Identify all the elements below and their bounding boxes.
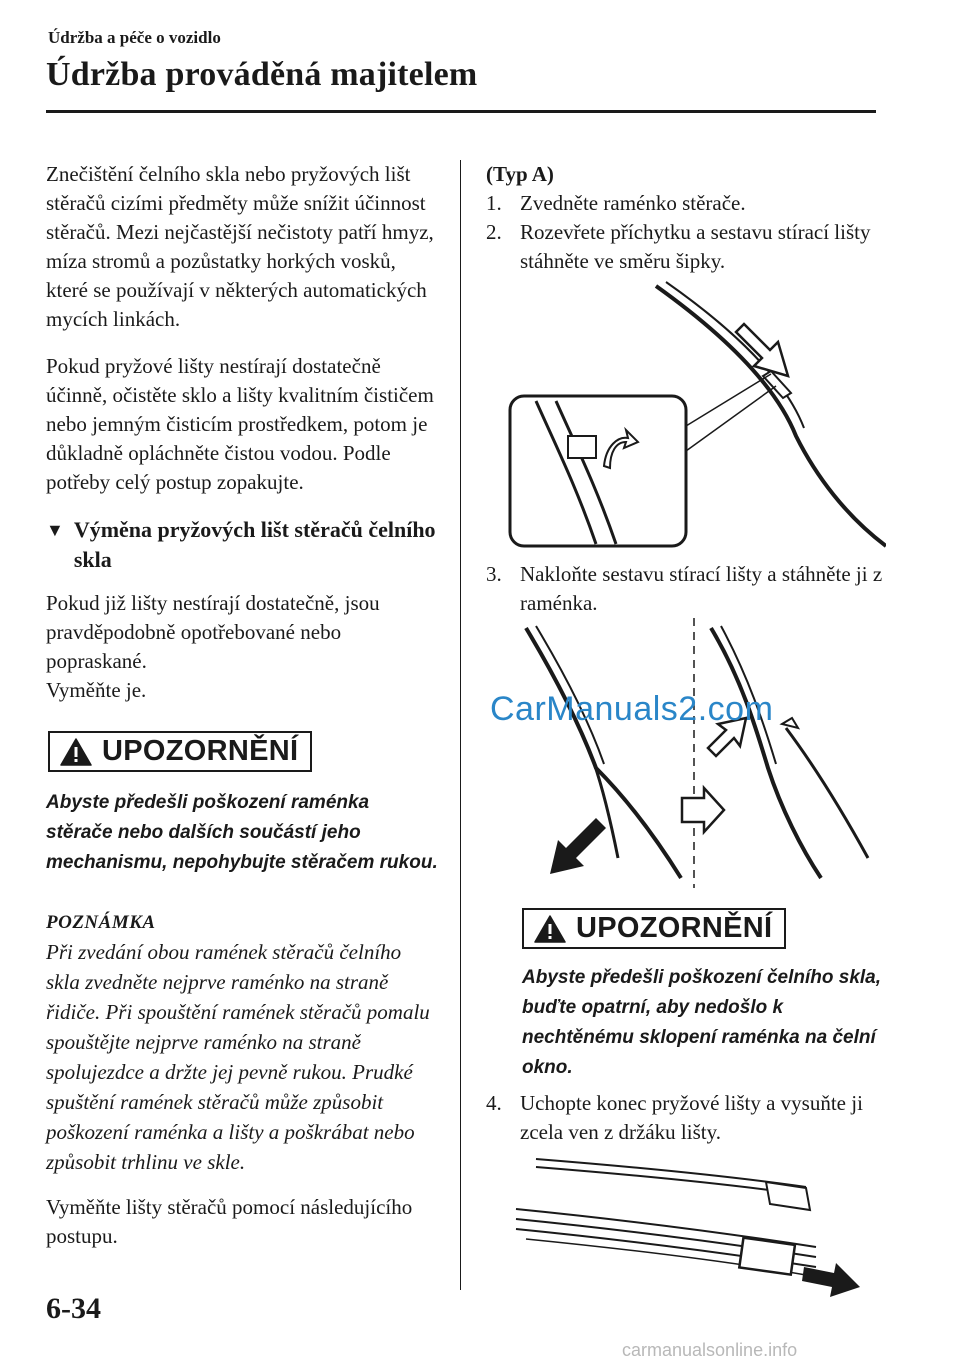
type-label: (Typ A) [486,162,554,186]
step-3: 3. Nakloňte sestavu stírací lišty a stáhněte ji z raménka. [486,562,883,615]
warning-triangle-icon [534,915,566,943]
triangle-marker-icon: ▼ [46,520,64,540]
figure-remove-blade [486,618,886,888]
paragraph-procedure: Vyměňte lišty stěračů pomocí následujícího postupu. [46,1195,413,1248]
step-1: 1. Zvedněte raménko stěrače. [486,191,746,215]
warning-box-2 [522,908,786,949]
warning-triangle-icon [60,738,92,766]
paragraph-worn: Pokud již lišty nestírají dostatečně, jsou pravděpodobně opotřebované nebo popraskané. [46,591,380,673]
paragraph-dirt: Znečištění čelního skla nebo pryžových lišt stěračů cizími předměty může snížit účinnost stěračů. Mezi nejčastější nečistoty patří hmyz, míza stromů a pozůstatky horkých vosků, které se používají v některých automatických mycích linkách. [46,162,434,331]
page-title: Údržba prováděná majitelem [46,56,478,93]
title-rule [46,110,876,113]
warning-box [48,731,312,772]
warning-text: Abyste předešli poškození raménka stěrače nebo dalších součástí jeho mechanismu, nepohybujte stěračem rukou. [46,792,438,873]
watermark: CarManuals2.com [490,690,774,728]
note-text: Při zvedání obou ramének stěračů čelního skla zvedněte nejprve raménko na straně řidiče. Při spouštění ramének stěračů pomalu spouštějte nejprve raménko na straně spolujezdce a držte jej pevně rukou. Prudké spuštění ramének stěračů může způsobit poškození raménka a lišty a poškrábat nebo způsobit trhlinu ve skle. [46,940,430,1174]
footer-site: carmanualsonline.info [622,1340,798,1360]
page-number: 6-34 [46,1292,101,1325]
note-heading: POZNÁMKA [46,912,156,933]
breadcrumb: Údržba a péče o vozidlo [48,28,221,47]
step-4: 4. Uchopte konec pryžové lišty a vysuňte ji zcela ven z držáku lišty. [486,1091,863,1144]
column-divider [460,160,461,1290]
warning-label-2: UPOZORNĚNÍ [576,912,773,944]
figure-unclip-wiper [486,276,886,556]
warning-text-2: Abyste předešli poškození čelního skla, buďte opatrní, aby nedošlo k nechtěnému sklopení raménka na čelní okno. [522,967,882,1078]
section-heading [46,515,438,575]
left-column [46,160,438,1251]
section-heading-text: Výměna pryžových lišt stěračů čelního skla [73,517,436,572]
step-2: 2. Rozevřete příchytku a sestavu stírací lišty stáhněte ve směru šipky. [486,220,871,273]
paragraph-replace: Vyměňte je. [46,678,147,702]
paragraph-cleaning: Pokud pryžové lišty nestírají dostatečně účinně, očistěte sklo a lišty kvalitním čističem nebo jemným čisticím prostředkem, potom je důkladně opláchněte čistou vodou. Podle potřeby celý postup zopakujte. [46,354,434,494]
figure-slide-rubber [486,1147,886,1297]
warning-label: UPOZORNĚNÍ [102,735,299,767]
